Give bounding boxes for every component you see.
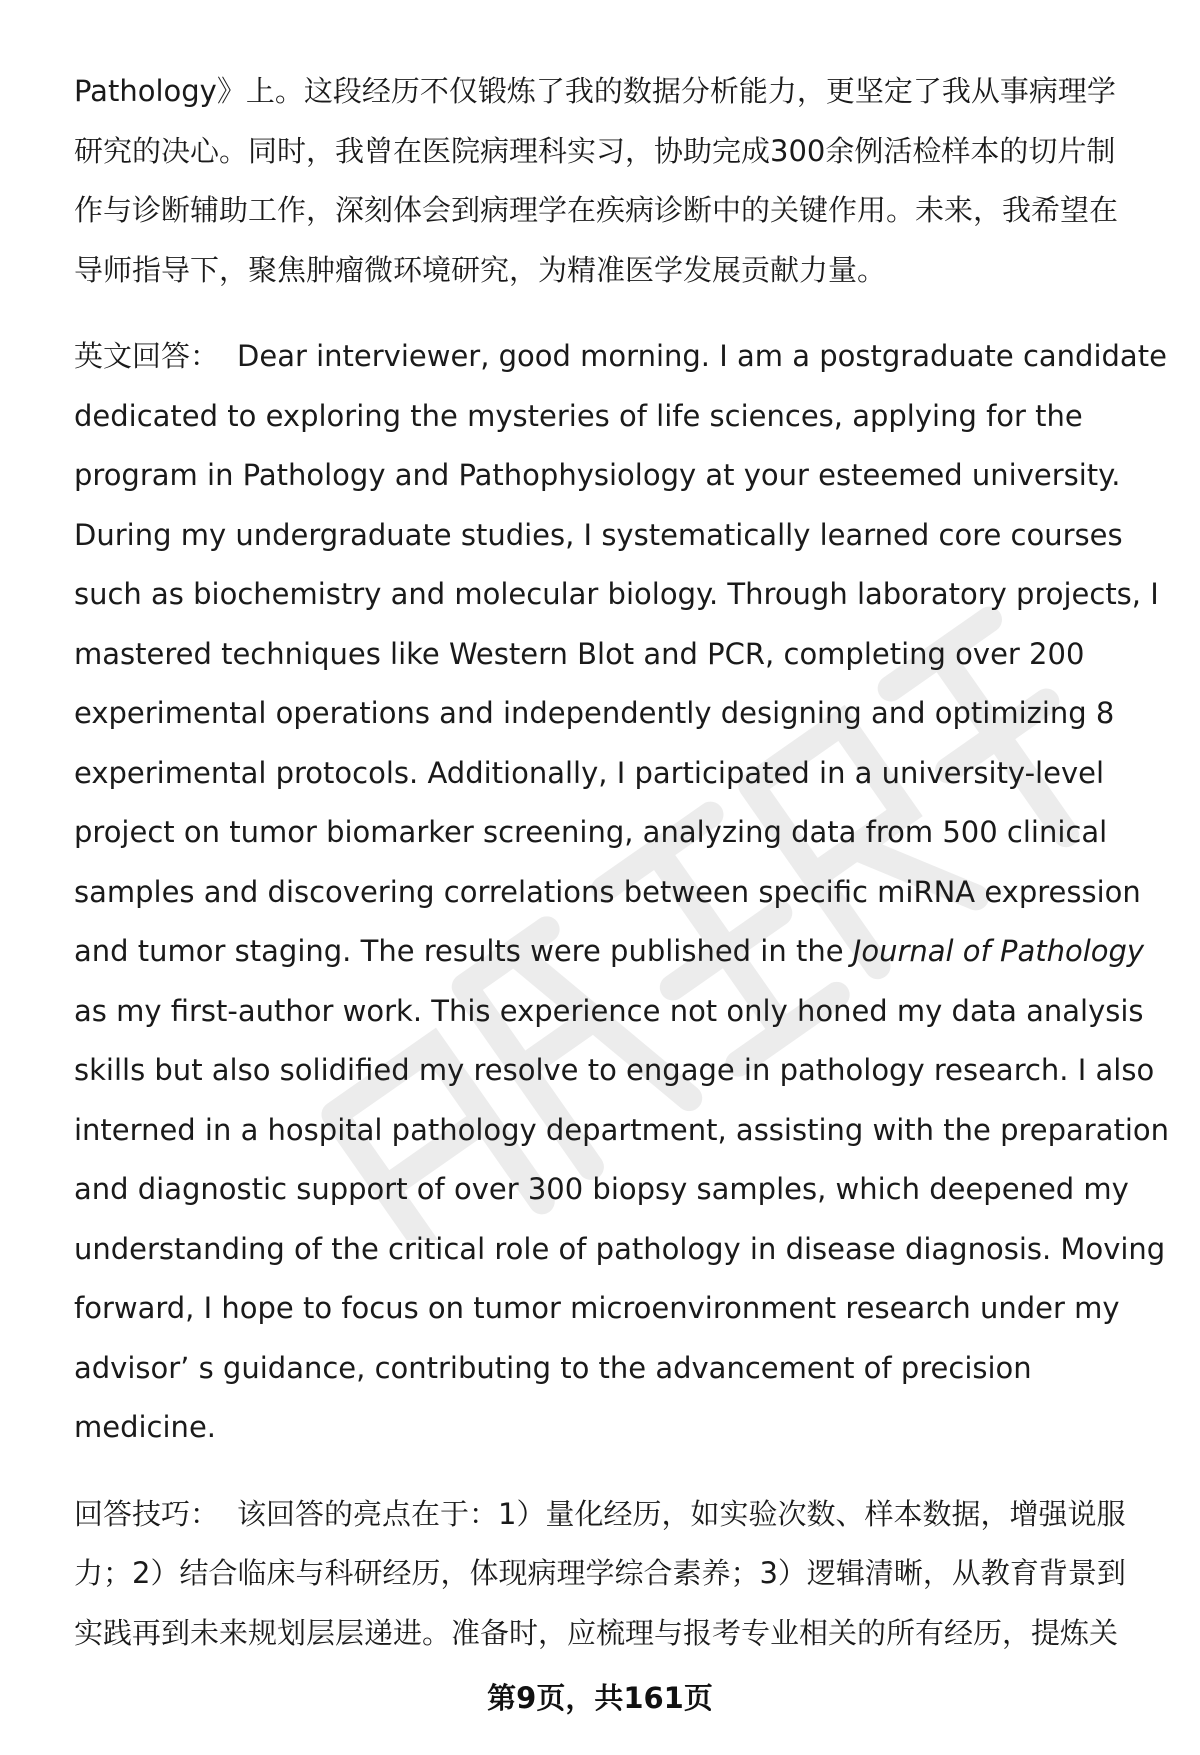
text-line: medicine.: [74, 1410, 216, 1444]
text-line: skills but also solidified my resolve to engage in pathology research. I also: [74, 1053, 1155, 1087]
text-line: interned in a hospital pathology department, assisting with the preparation: [74, 1112, 1170, 1147]
text-line: mastered techniques like Western Blot and PCR, completing over 200: [74, 636, 1085, 671]
journal-line-prefix: and tumor staging. The results were published in the: [74, 934, 853, 968]
text-line: [74, 327, 1167, 387]
text-line: program in Pathology and Pathophysiology at your esteemed university.: [74, 458, 1121, 492]
text-line: During my undergraduate studies, I systematically learned core courses: [74, 517, 1123, 552]
text-line: and diagnostic support of over 300 biopsy samples, which deepened my: [74, 1172, 1129, 1206]
text-line: 研究的决心。同时，我曾在医院病理科实习，协助完成300余例活检样本的切片制: [74, 133, 1116, 168]
answer-tips-paragraph: [74, 1485, 1154, 1664]
text-line: as my first-author work. This experience not only honed my data analysis: [74, 993, 1144, 1028]
journal-name: Journal of Pathology: [852, 934, 1145, 968]
page-number-footer: 第9页，共161页: [487, 1681, 713, 1715]
text-line: experimental operations and independently designing and optimizing 8: [74, 696, 1115, 730]
text-line: 导师指导下，聚焦肿瘤微环境研究，为精准医学发展贡献力量。: [74, 252, 887, 287]
text-line: advisor’ s guidance, contributing to the advancement of precision: [74, 1350, 1032, 1385]
text-line: such as biochemistry and molecular biology. Through laboratory projects, I: [74, 577, 1159, 611]
text-line: 作与诊断辅助工作，深刻体会到病理学在疾病诊断中的关键作用。未来，我希望在: [74, 193, 1119, 227]
document-body: [74, 62, 1170, 1690]
answer-tips-first-line: 该回答的亮点在于：1）量化经历，如实验次数、样本数据，增强说服: [237, 1496, 1126, 1531]
text-line: 力；2）结合临床与科研经历，体现病理学综合素养；3）逻辑清晰，从教育背景到: [74, 1556, 1126, 1590]
intro-paragraph: [74, 62, 1154, 300]
text-line: [74, 922, 1154, 982]
text-line: experimental protocols. Additionally, I participated in a university-level: [74, 755, 1105, 790]
text-line: understanding of the critical role of pathology in disease diagnosis. Moving: [74, 1231, 1166, 1266]
english-answer-first-line: Dear interviewer, good morning. I am a postgraduate candidate: [237, 339, 1167, 373]
text-line: [74, 1485, 1154, 1545]
text-line: project on tumor biomarker screening, analyzing data from 500 clinical: [74, 815, 1108, 849]
english-answer-label: 英文回答：: [74, 339, 220, 373]
text-line: 实践再到未来规划层层递进。准备时，应梳理与报考专业相关的所有经历，提炼关: [74, 1615, 1119, 1650]
text-line: dedicated to exploring the mysteries of life sciences, applying for the: [74, 398, 1083, 433]
text-line: forward, I hope to focus on tumor microenvironment research under my: [74, 1291, 1120, 1325]
text-line: Pathology》上。这段经历不仅锻炼了我的数据分析能力，更坚定了我从事病理学: [74, 74, 1116, 108]
answer-tips-label: 回答技巧：: [74, 1496, 220, 1531]
text-line: samples and discovering correlations between specific miRNA expression: [74, 874, 1141, 909]
english-answer-paragraph: [74, 327, 1170, 1458]
